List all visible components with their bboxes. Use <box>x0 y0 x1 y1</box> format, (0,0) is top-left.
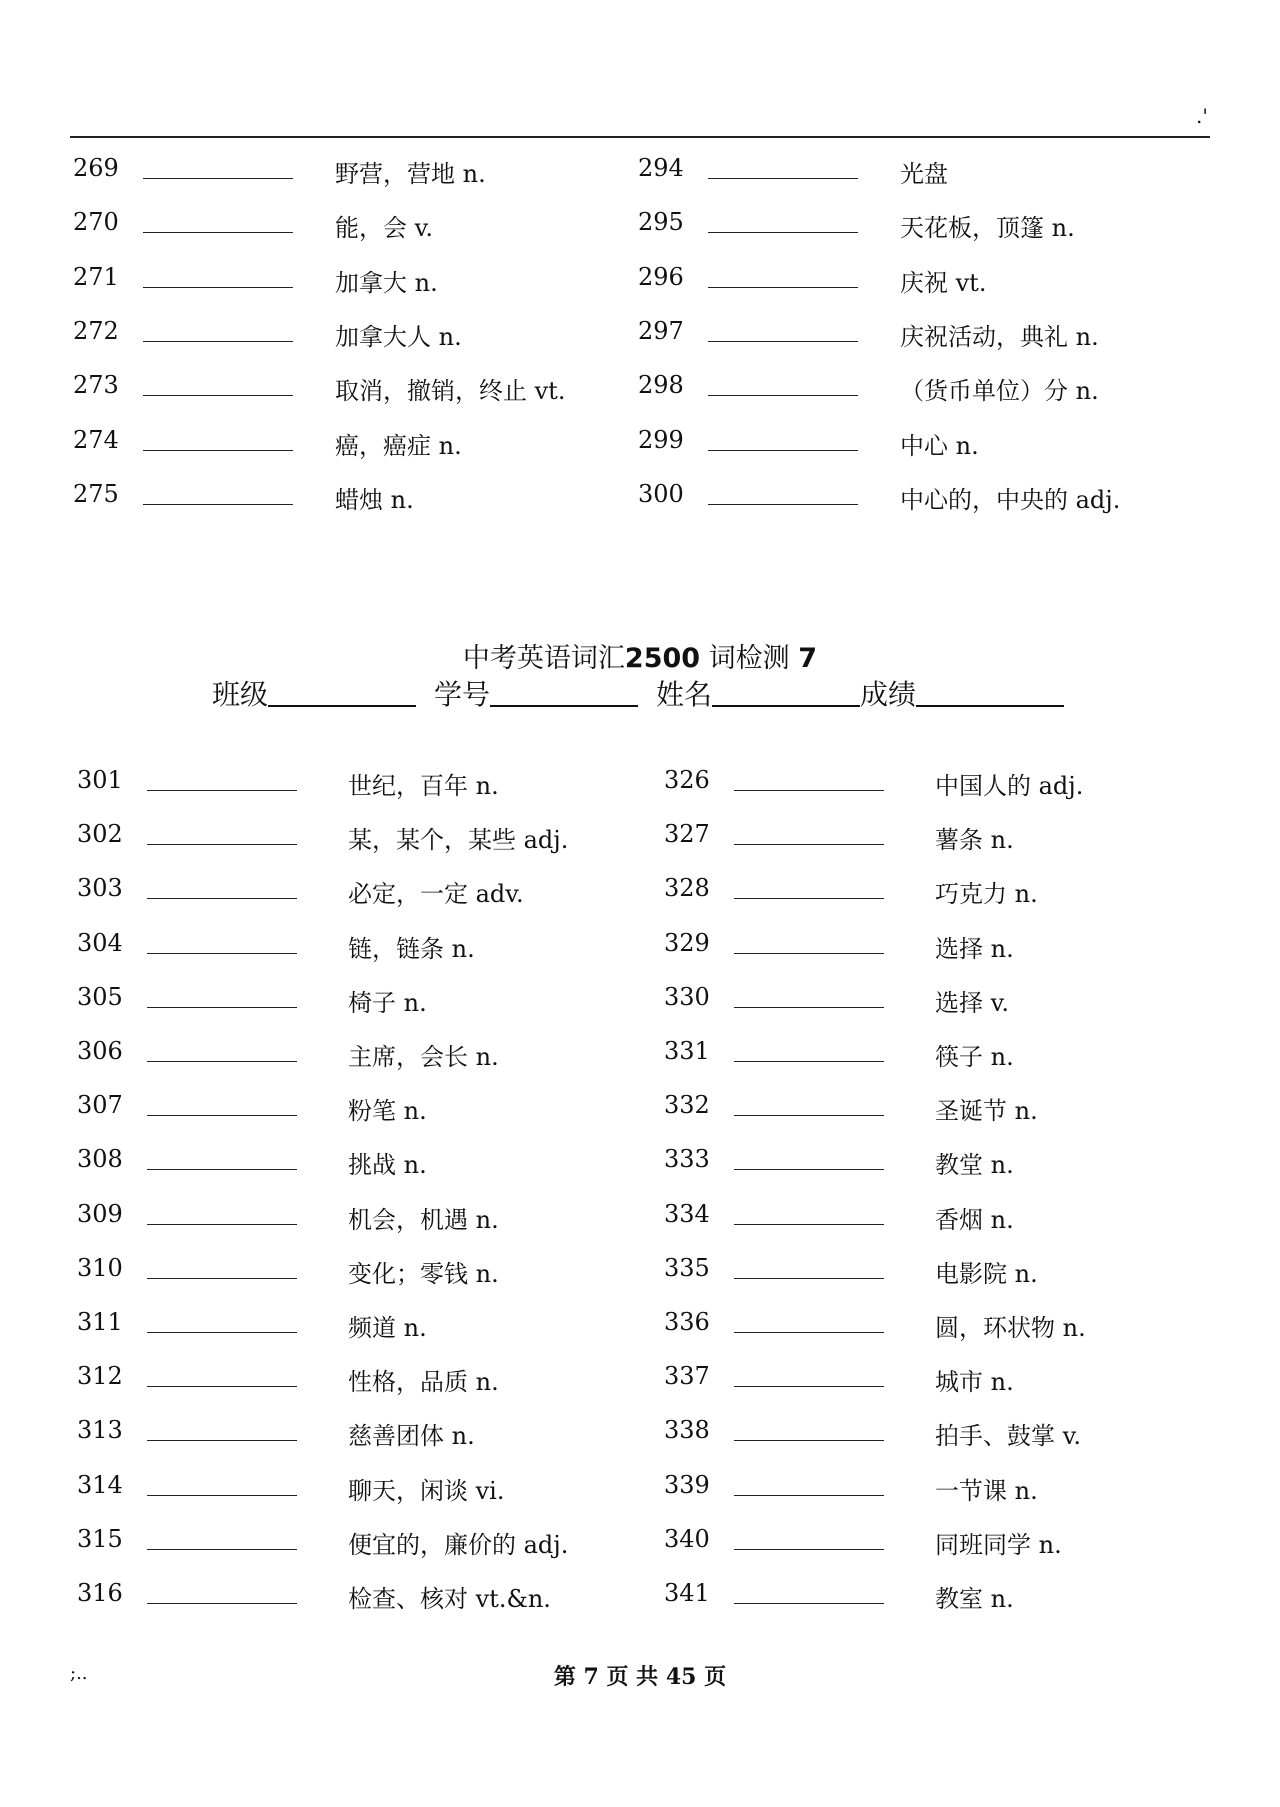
chinese-meaning: 癌，癌症 n. <box>335 431 462 460</box>
title-number: 2500 <box>624 643 701 674</box>
answer-blank[interactable] <box>734 1007 884 1008</box>
item-number: 301 <box>77 766 123 794</box>
item-number: 338 <box>664 1416 710 1445</box>
answer-blank[interactable] <box>147 898 297 899</box>
chinese-meaning: 能，会 v. <box>335 214 433 243</box>
item-number: 327 <box>664 820 710 849</box>
vocab-row <box>77 1139 637 1179</box>
chinese-meaning: 圆，环状物 n. <box>935 1314 1086 1342</box>
answer-blank[interactable] <box>734 844 884 845</box>
chinese-meaning: 加拿大人 n. <box>335 322 462 351</box>
chinese-meaning: 庆祝 vt. <box>900 268 987 297</box>
chinese-meaning: 天花板，顶篷 n. <box>900 214 1075 243</box>
item-number: 328 <box>664 874 710 903</box>
item-number: 305 <box>77 982 123 1011</box>
answer-blank[interactable] <box>147 1495 297 1496</box>
answer-blank[interactable] <box>708 287 858 288</box>
vocab-row <box>638 420 1198 460</box>
chinese-meaning: 便宜的，廉价的 adj. <box>348 1530 569 1559</box>
item-number: 294 <box>638 154 684 182</box>
answer-blank[interactable] <box>143 287 293 288</box>
vocab-row <box>73 311 633 351</box>
answer-blank[interactable] <box>734 1061 884 1062</box>
item-number: 337 <box>664 1362 710 1391</box>
vocab-row <box>77 760 637 800</box>
chinese-meaning: 慈善团体 n. <box>348 1422 475 1451</box>
chinese-meaning: 中国人的 adj. <box>935 772 1084 800</box>
item-number: 302 <box>77 820 123 849</box>
item-number: 341 <box>664 1579 710 1607</box>
item-number: 315 <box>77 1524 123 1553</box>
item-number: 336 <box>664 1308 710 1336</box>
answer-blank[interactable] <box>147 1169 297 1170</box>
answer-blank[interactable] <box>734 1224 884 1225</box>
chinese-meaning: 教室 n. <box>935 1585 1014 1613</box>
answer-blank[interactable] <box>143 178 293 179</box>
chinese-meaning: 挑战 n. <box>348 1151 427 1180</box>
chinese-meaning: 必定，一定 adv. <box>348 880 524 909</box>
vocab-row <box>664 1302 1224 1342</box>
chinese-meaning: 主席，会长 n. <box>348 1043 499 1071</box>
student-info-line <box>212 673 1082 713</box>
item-number: 339 <box>664 1470 710 1499</box>
chinese-meaning: 薯条 n. <box>935 826 1014 855</box>
vocab-row <box>664 1573 1224 1613</box>
item-number: 295 <box>638 208 684 237</box>
answer-blank[interactable] <box>708 395 858 396</box>
item-number: 270 <box>73 208 119 237</box>
vocab-row <box>77 1194 637 1234</box>
vocab-row <box>664 1248 1224 1288</box>
answer-blank[interactable] <box>147 1278 297 1279</box>
answer-blank[interactable] <box>143 232 293 233</box>
chinese-meaning: 加拿大 n. <box>335 268 438 297</box>
chinese-meaning: 链，链条 n. <box>348 934 475 963</box>
chinese-meaning: （货币单位）分 n. <box>900 377 1099 406</box>
chinese-meaning: 取消，撤销，终止 vt. <box>335 377 566 406</box>
vocab-row <box>77 923 637 963</box>
chinese-meaning: 聊天，闲谈 vi. <box>348 1476 505 1505</box>
footer-mark: ;.. <box>70 1663 88 1684</box>
chinese-meaning: 巧克力 n. <box>935 880 1038 909</box>
answer-blank[interactable] <box>147 1332 297 1333</box>
answer-blank[interactable] <box>143 504 293 505</box>
item-number: 340 <box>664 1524 710 1553</box>
answer-blank[interactable] <box>734 1549 884 1550</box>
answer-blank[interactable] <box>734 1495 884 1496</box>
vocab-row <box>77 1465 637 1505</box>
chinese-meaning: 庆祝活动，典礼 n. <box>900 322 1099 351</box>
chinese-meaning: 圣诞节 n. <box>935 1097 1038 1126</box>
answer-blank[interactable] <box>734 1169 884 1170</box>
chinese-meaning: 筷子 n. <box>935 1043 1014 1071</box>
chinese-meaning: 电影院 n. <box>935 1259 1038 1288</box>
chinese-meaning: 粉笔 n. <box>348 1097 427 1126</box>
item-number: 275 <box>73 479 119 508</box>
vocab-row <box>77 868 637 908</box>
chinese-meaning: 同班同学 n. <box>935 1530 1062 1559</box>
item-number: 271 <box>73 262 119 291</box>
vocab-row <box>73 474 633 514</box>
class-blank[interactable] <box>268 705 416 707</box>
item-number: 333 <box>664 1145 710 1174</box>
vocab-row <box>73 420 633 460</box>
answer-blank[interactable] <box>734 790 884 791</box>
chinese-meaning: 变化；零钱 n. <box>348 1259 499 1288</box>
chinese-meaning: 检查、核对 vt.&n. <box>348 1585 551 1613</box>
vocab-row <box>638 202 1198 242</box>
answer-blank[interactable] <box>734 953 884 954</box>
item-number: 299 <box>638 425 684 454</box>
answer-blank[interactable] <box>143 341 293 342</box>
answer-blank[interactable] <box>147 1007 297 1008</box>
chinese-meaning: 一节课 n. <box>935 1476 1038 1505</box>
vocab-row <box>77 1573 637 1613</box>
answer-blank[interactable] <box>147 1115 297 1116</box>
item-number: 297 <box>638 316 684 345</box>
item-number: 335 <box>664 1253 710 1282</box>
vocab-row <box>664 977 1224 1017</box>
item-number: 329 <box>664 928 710 957</box>
answer-blank[interactable] <box>147 1549 297 1550</box>
chinese-meaning: 频道 n. <box>348 1314 427 1342</box>
answer-blank[interactable] <box>734 1332 884 1333</box>
chinese-meaning: 教堂 n. <box>935 1151 1014 1180</box>
answer-blank[interactable] <box>147 1061 297 1062</box>
score-blank[interactable] <box>916 705 1064 707</box>
item-number: 296 <box>638 262 684 291</box>
answer-blank[interactable] <box>734 1278 884 1279</box>
class-field[interactable] <box>212 673 416 713</box>
chinese-meaning: 某，某个，某些 adj. <box>348 826 569 855</box>
vocab-row <box>664 923 1224 963</box>
item-number: 304 <box>77 928 123 957</box>
page-footer: 第 7 页 共 45 页 <box>553 1664 727 1690</box>
chinese-meaning: 机会，机遇 n. <box>348 1205 499 1234</box>
answer-blank[interactable] <box>143 395 293 396</box>
item-number: 313 <box>77 1416 123 1445</box>
vocab-row <box>638 311 1198 351</box>
score-field[interactable] <box>860 673 1064 713</box>
chinese-meaning: 野营，营地 n. <box>335 160 486 188</box>
vocab-row <box>73 365 633 405</box>
answer-blank[interactable] <box>147 790 297 791</box>
chinese-meaning: 中心的，中央的 adj. <box>900 485 1121 514</box>
vocab-row <box>638 474 1198 514</box>
vocab-row <box>664 1519 1224 1559</box>
vocab-row <box>73 148 633 188</box>
vocab-row <box>73 202 633 242</box>
vocab-row <box>77 1356 637 1396</box>
answer-blank[interactable] <box>147 1440 297 1441</box>
answer-blank[interactable] <box>147 953 297 954</box>
item-number: 331 <box>664 1037 710 1065</box>
title-prefix: 中考英语词汇 <box>462 643 625 674</box>
answer-blank[interactable] <box>708 232 858 233</box>
vocab-row <box>638 148 1198 188</box>
answer-blank[interactable] <box>734 1386 884 1387</box>
name-label: 姓名 <box>656 678 713 711</box>
vocab-row <box>664 1356 1224 1396</box>
item-number: 311 <box>77 1308 123 1336</box>
chinese-meaning: 蜡烛 n. <box>335 485 414 514</box>
class-label: 班级 <box>212 678 269 711</box>
student-number-label: 学号 <box>434 678 491 711</box>
item-number: 330 <box>664 982 710 1011</box>
answer-blank[interactable] <box>147 1224 297 1225</box>
item-number: 307 <box>77 1091 123 1120</box>
student-number-field[interactable] <box>434 673 638 713</box>
answer-blank[interactable] <box>734 898 884 899</box>
chinese-meaning: 城市 n. <box>935 1368 1014 1397</box>
chinese-meaning: 香烟 n. <box>935 1205 1014 1234</box>
vocab-row <box>73 257 633 297</box>
chinese-meaning: 选择 v. <box>935 988 1009 1017</box>
vocab-row <box>77 814 637 854</box>
answer-blank[interactable] <box>147 1386 297 1387</box>
item-number: 312 <box>77 1362 123 1391</box>
answer-blank[interactable] <box>708 450 858 451</box>
vocab-row <box>664 1194 1224 1234</box>
answer-blank[interactable] <box>147 1603 297 1604</box>
vocab-row <box>77 1302 637 1342</box>
answer-blank[interactable] <box>708 504 858 505</box>
answer-blank[interactable] <box>147 844 297 845</box>
vocab-row <box>638 257 1198 297</box>
answer-blank[interactable] <box>734 1603 884 1604</box>
item-number: 300 <box>638 479 684 508</box>
item-number: 309 <box>77 1199 123 1228</box>
answer-blank[interactable] <box>708 341 858 342</box>
name-field[interactable] <box>656 673 860 713</box>
vocab-row <box>664 1465 1224 1505</box>
chinese-meaning: 椅子 n. <box>348 988 427 1017</box>
item-number: 306 <box>77 1037 123 1065</box>
answer-blank[interactable] <box>708 178 858 179</box>
item-number: 298 <box>638 371 684 400</box>
item-number: 308 <box>77 1145 123 1174</box>
header-rule <box>70 136 1210 138</box>
item-number: 272 <box>73 316 119 345</box>
vocab-row <box>664 1139 1224 1179</box>
vocab-row <box>77 977 637 1017</box>
item-number: 334 <box>664 1199 710 1228</box>
vocab-row <box>77 1031 637 1071</box>
title-mid: 词检测 <box>708 643 790 674</box>
name-blank[interactable] <box>712 705 860 707</box>
chinese-meaning: 拍手、鼓掌 v. <box>935 1422 1081 1451</box>
item-number: 303 <box>77 874 123 903</box>
item-number: 314 <box>77 1470 123 1499</box>
answer-blank[interactable] <box>734 1115 884 1116</box>
chinese-meaning: 光盘 <box>900 160 948 188</box>
vocab-row <box>77 1410 637 1450</box>
vocab-row <box>664 760 1224 800</box>
item-number: 274 <box>73 425 119 454</box>
item-number: 332 <box>664 1091 710 1120</box>
vocab-row <box>664 1085 1224 1125</box>
chinese-meaning: 世纪，百年 n. <box>348 772 499 800</box>
corner-mark: .' <box>1196 104 1208 128</box>
answer-blank[interactable] <box>143 450 293 451</box>
test-title <box>0 636 1280 675</box>
chinese-meaning: 选择 n. <box>935 934 1014 963</box>
student-number-blank[interactable] <box>490 705 638 707</box>
vocab-row <box>664 868 1224 908</box>
vocab-row <box>664 814 1224 854</box>
vocab-row <box>77 1248 637 1288</box>
item-number: 316 <box>77 1579 123 1607</box>
item-number: 310 <box>77 1253 123 1282</box>
answer-blank[interactable] <box>734 1440 884 1441</box>
chinese-meaning: 中心 n. <box>900 431 979 460</box>
score-label: 成绩 <box>860 678 917 711</box>
vocab-row <box>77 1519 637 1559</box>
item-number: 326 <box>664 766 710 794</box>
vocab-row <box>77 1085 637 1125</box>
chinese-meaning: 性格，品质 n. <box>348 1368 499 1397</box>
item-number: 269 <box>73 154 119 182</box>
title-test-no: 7 <box>798 643 818 674</box>
vocab-row <box>638 365 1198 405</box>
vocab-row <box>664 1410 1224 1450</box>
vocab-row <box>664 1031 1224 1071</box>
item-number: 273 <box>73 371 119 400</box>
